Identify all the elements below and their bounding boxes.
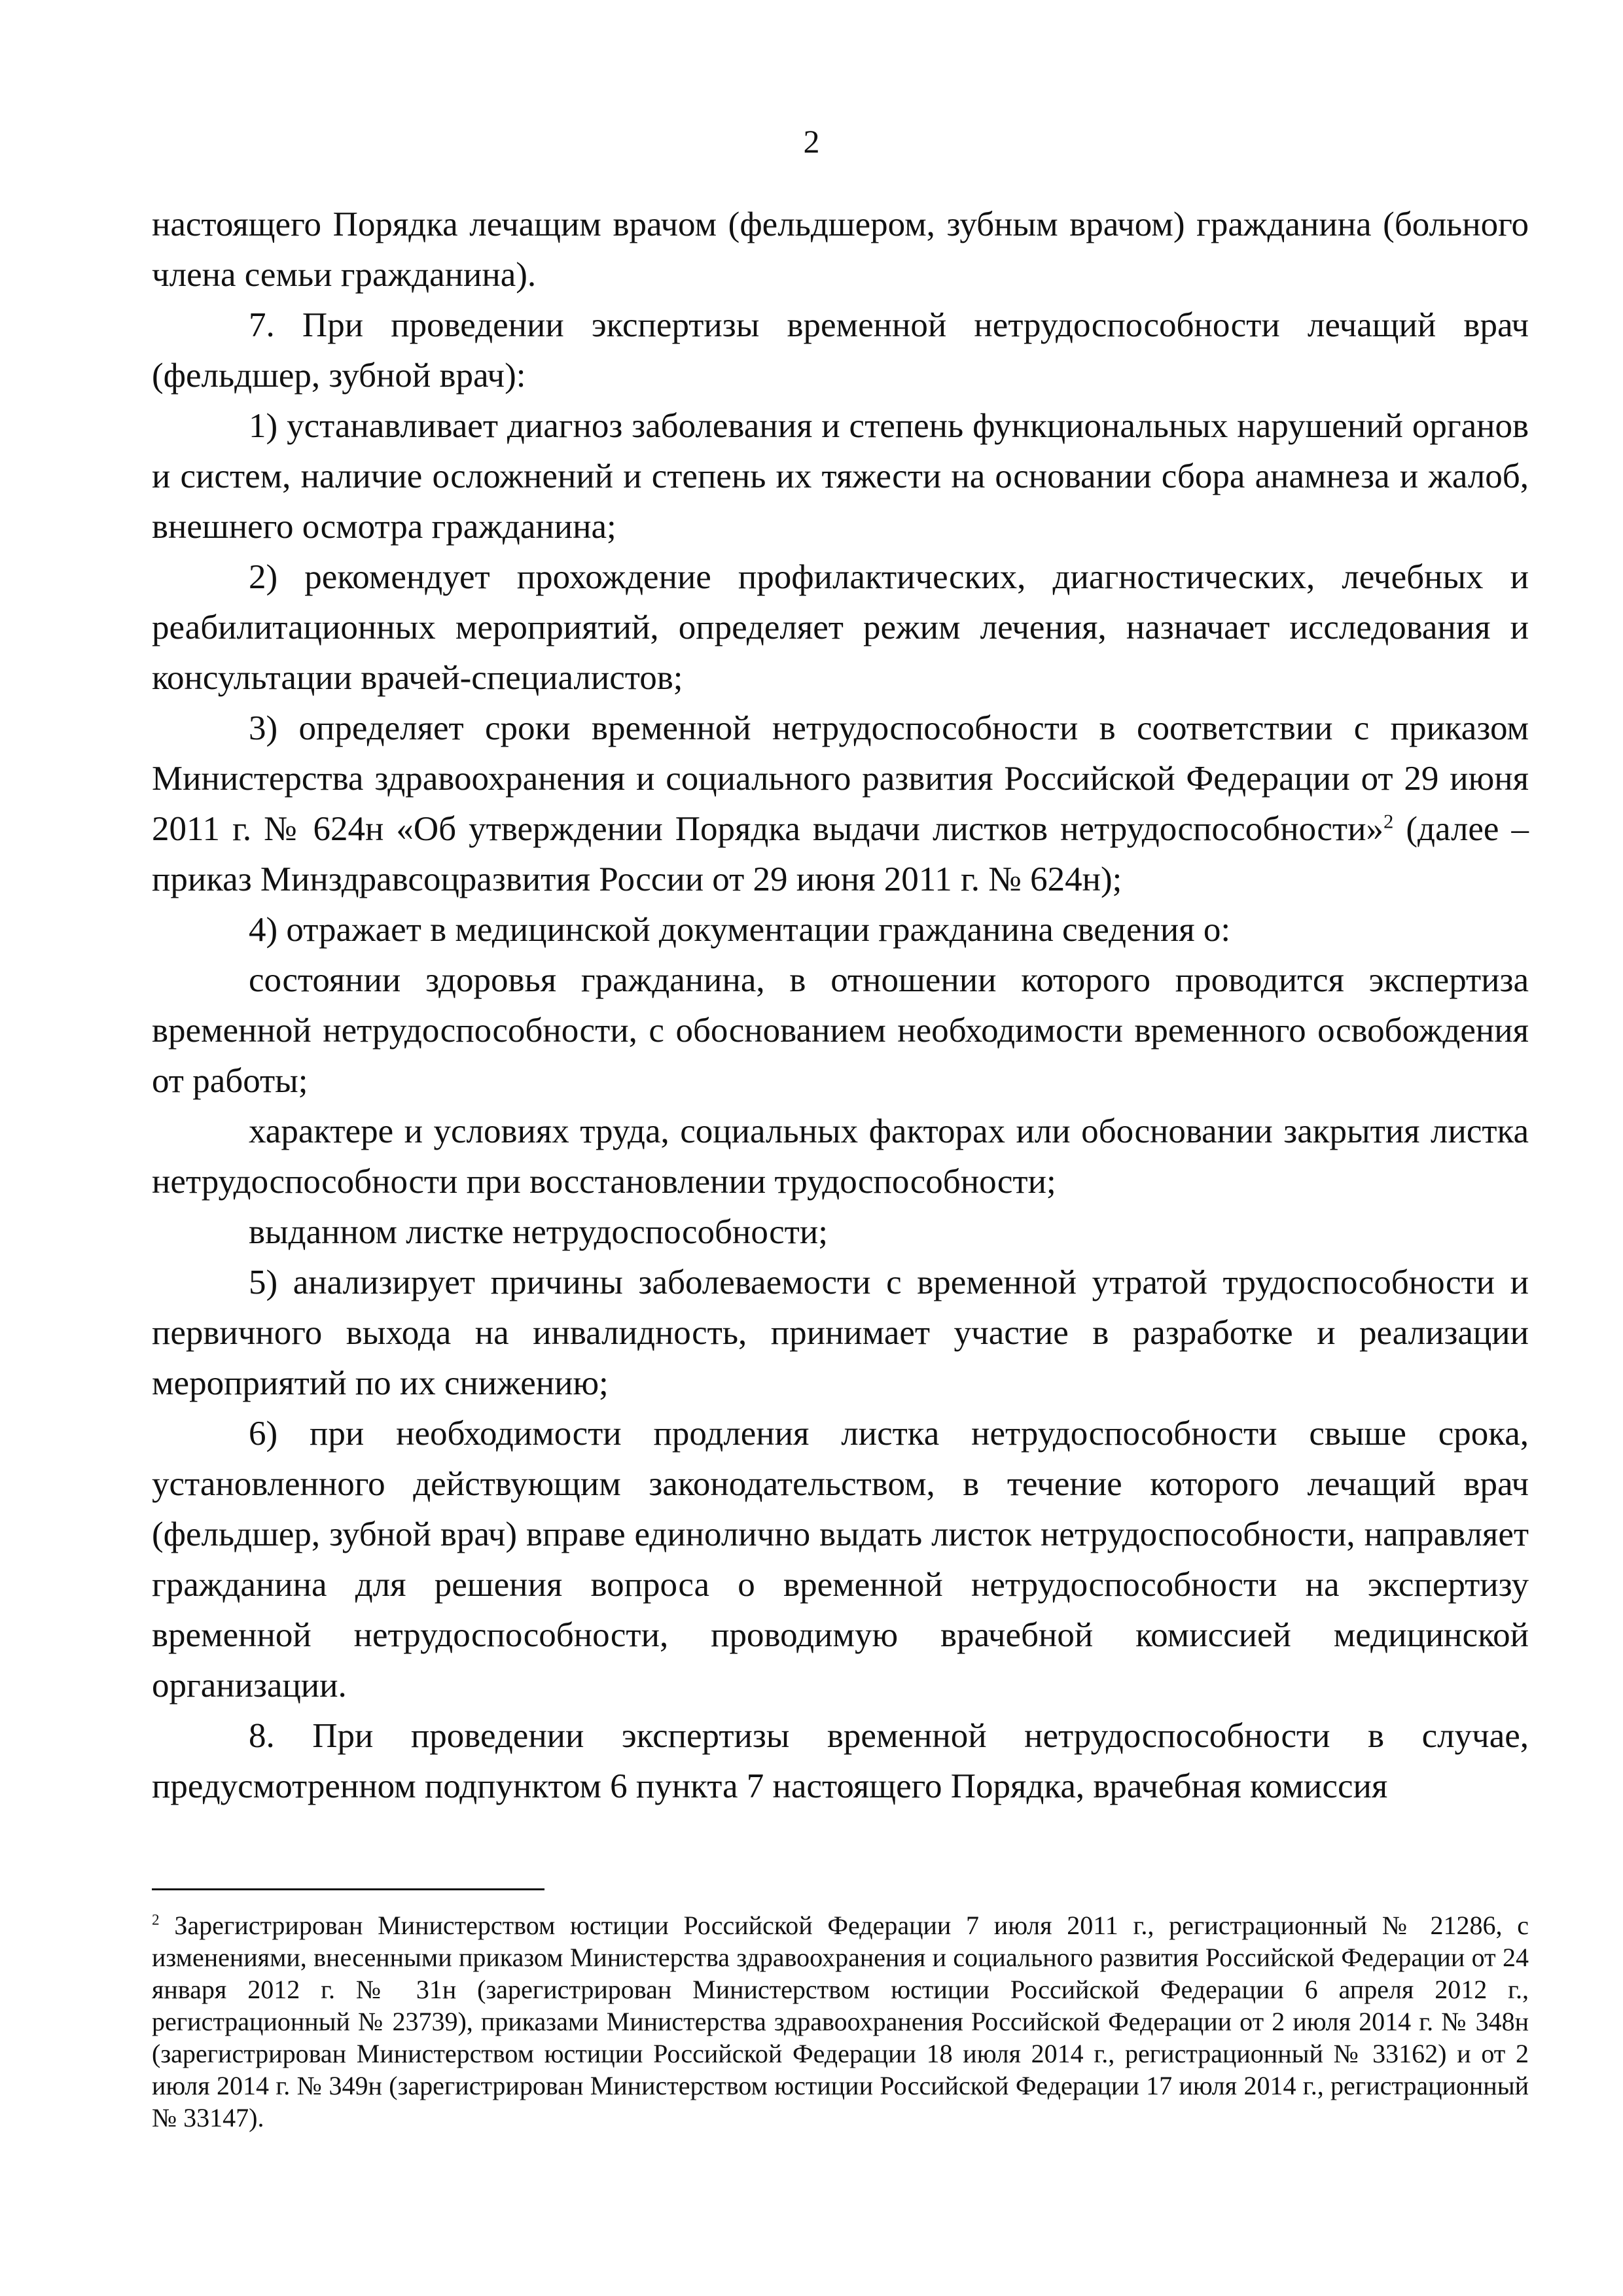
paragraph-subitem-1: 1) устанавливает диагноз заболевания и степень функциональных нарушений органов и систем, наличие осложнений и степень их тяжести на основании сбора анамнеза и жалоб, внешнего осмотра гражданина; — [152, 407, 1529, 546]
paragraph: настоящего Порядка лечащим врачом (фельдшером, зубным врачом) гражданина (больного члена семьи гражданина). — [152, 205, 1529, 294]
paragraph-work-conditions: характере и условиях труда, социальных факторах или обосновании закрытия листка нетрудоспособности при восстановлении трудоспособности; — [152, 1112, 1529, 1201]
paragraph-subitem-3 — [152, 703, 1529, 905]
body-text — [152, 200, 1529, 1812]
subitem-3-text: 3) определяет сроки временной нетрудоспособности в соответствии с приказом Министерства здравоохранения и социального развития Российской Федерации от 29 июня 2011 г. № 624н «Об утверждении Порядка выдачи листков нетрудоспособности» — [152, 709, 1529, 848]
paragraph-issued-sheet: выданном листке нетрудоспособности; — [249, 1213, 828, 1251]
paragraph-subitem-5: 5) анализирует причины заболеваемости с временной утратой трудоспособности и первичного выхода на инвалидность, принимает участие в разработке и реализации мероприятий по их снижению; — [152, 1263, 1529, 1402]
footnote — [152, 1909, 1529, 2134]
subitem-3-text-continued: (далее – приказ Минздравсоцразвития России от 29 июня 2011 г. № 624н); — [152, 810, 1529, 898]
paragraph-subitem-4: 4) отражает в медицинской документации гражданина сведения о: — [249, 911, 1231, 949]
paragraph-subitem-6: 6) при необходимости продления листка нетрудоспособности свыше срока, установленного действующим законодательством, в течение которого лечащий врач (фельдшер, зубной врач) вправе единолично выдать листок нетрудоспособности, направляет гражданина для решения вопроса о временной нетрудоспособности на экспертизу временной нетрудоспособности, проводимую врачебной комиссией медицинской организации. — [152, 1415, 1529, 1704]
footnote-reference[interactable]: 2 — [1383, 810, 1394, 833]
footnote-text: Зарегистрирован Министерством юстиции Российской Федерации 7 июля 2011 г., регистрационный № 21286, с изменениями, внесенными приказом Министерства здравоохранения и социального развития Российской Федерации от 24 января 2012 г. № 31н (зарегистрирован Министерством юстиции Российской Федерации 6 апреля 2012 г., регистрационный № 23739), приказами Министерства здравоохранения Российской Федерации от 2 июля 2014 г. № 348н (зарегистрирован Министерством юстиции Российской Федерации 18 июля 2014 г., регистрационный № 33162) и от 2 июля 2014 г. № 349н (зарегистрирован Министерством юстиции Российской Федерации 17 июля 2014 г., регистрационный № 33147). — [152, 1911, 1529, 2132]
footnote-separator — [152, 1888, 544, 1890]
paragraph-item-7: 7. При проведении экспертизы временной нетрудоспособности лечащий врач (фельдшер, зубной врач): — [152, 306, 1529, 395]
paragraph-item-8: 8. При проведении экспертизы временной нетрудоспособности в случае, предусмотренном подпунктом 6 пункта 7 настоящего Порядка, врачебная комиссия — [152, 1717, 1529, 1805]
paragraph-health-state: состоянии здоровья гражданина, в отношении которого проводится экспертиза временной нетрудоспособности, с обоснованием необходимости временного освобождения от работы; — [152, 961, 1529, 1100]
page-number: 2 — [803, 123, 820, 160]
paragraph-subitem-2: 2) рекомендует прохождение профилактических, диагностических, лечебных и реабилитационных мероприятий, определяет режим лечения, назначает исследования и консультации врачей-специалистов; — [152, 558, 1529, 697]
footnote-marker: 2 — [152, 1911, 160, 1929]
